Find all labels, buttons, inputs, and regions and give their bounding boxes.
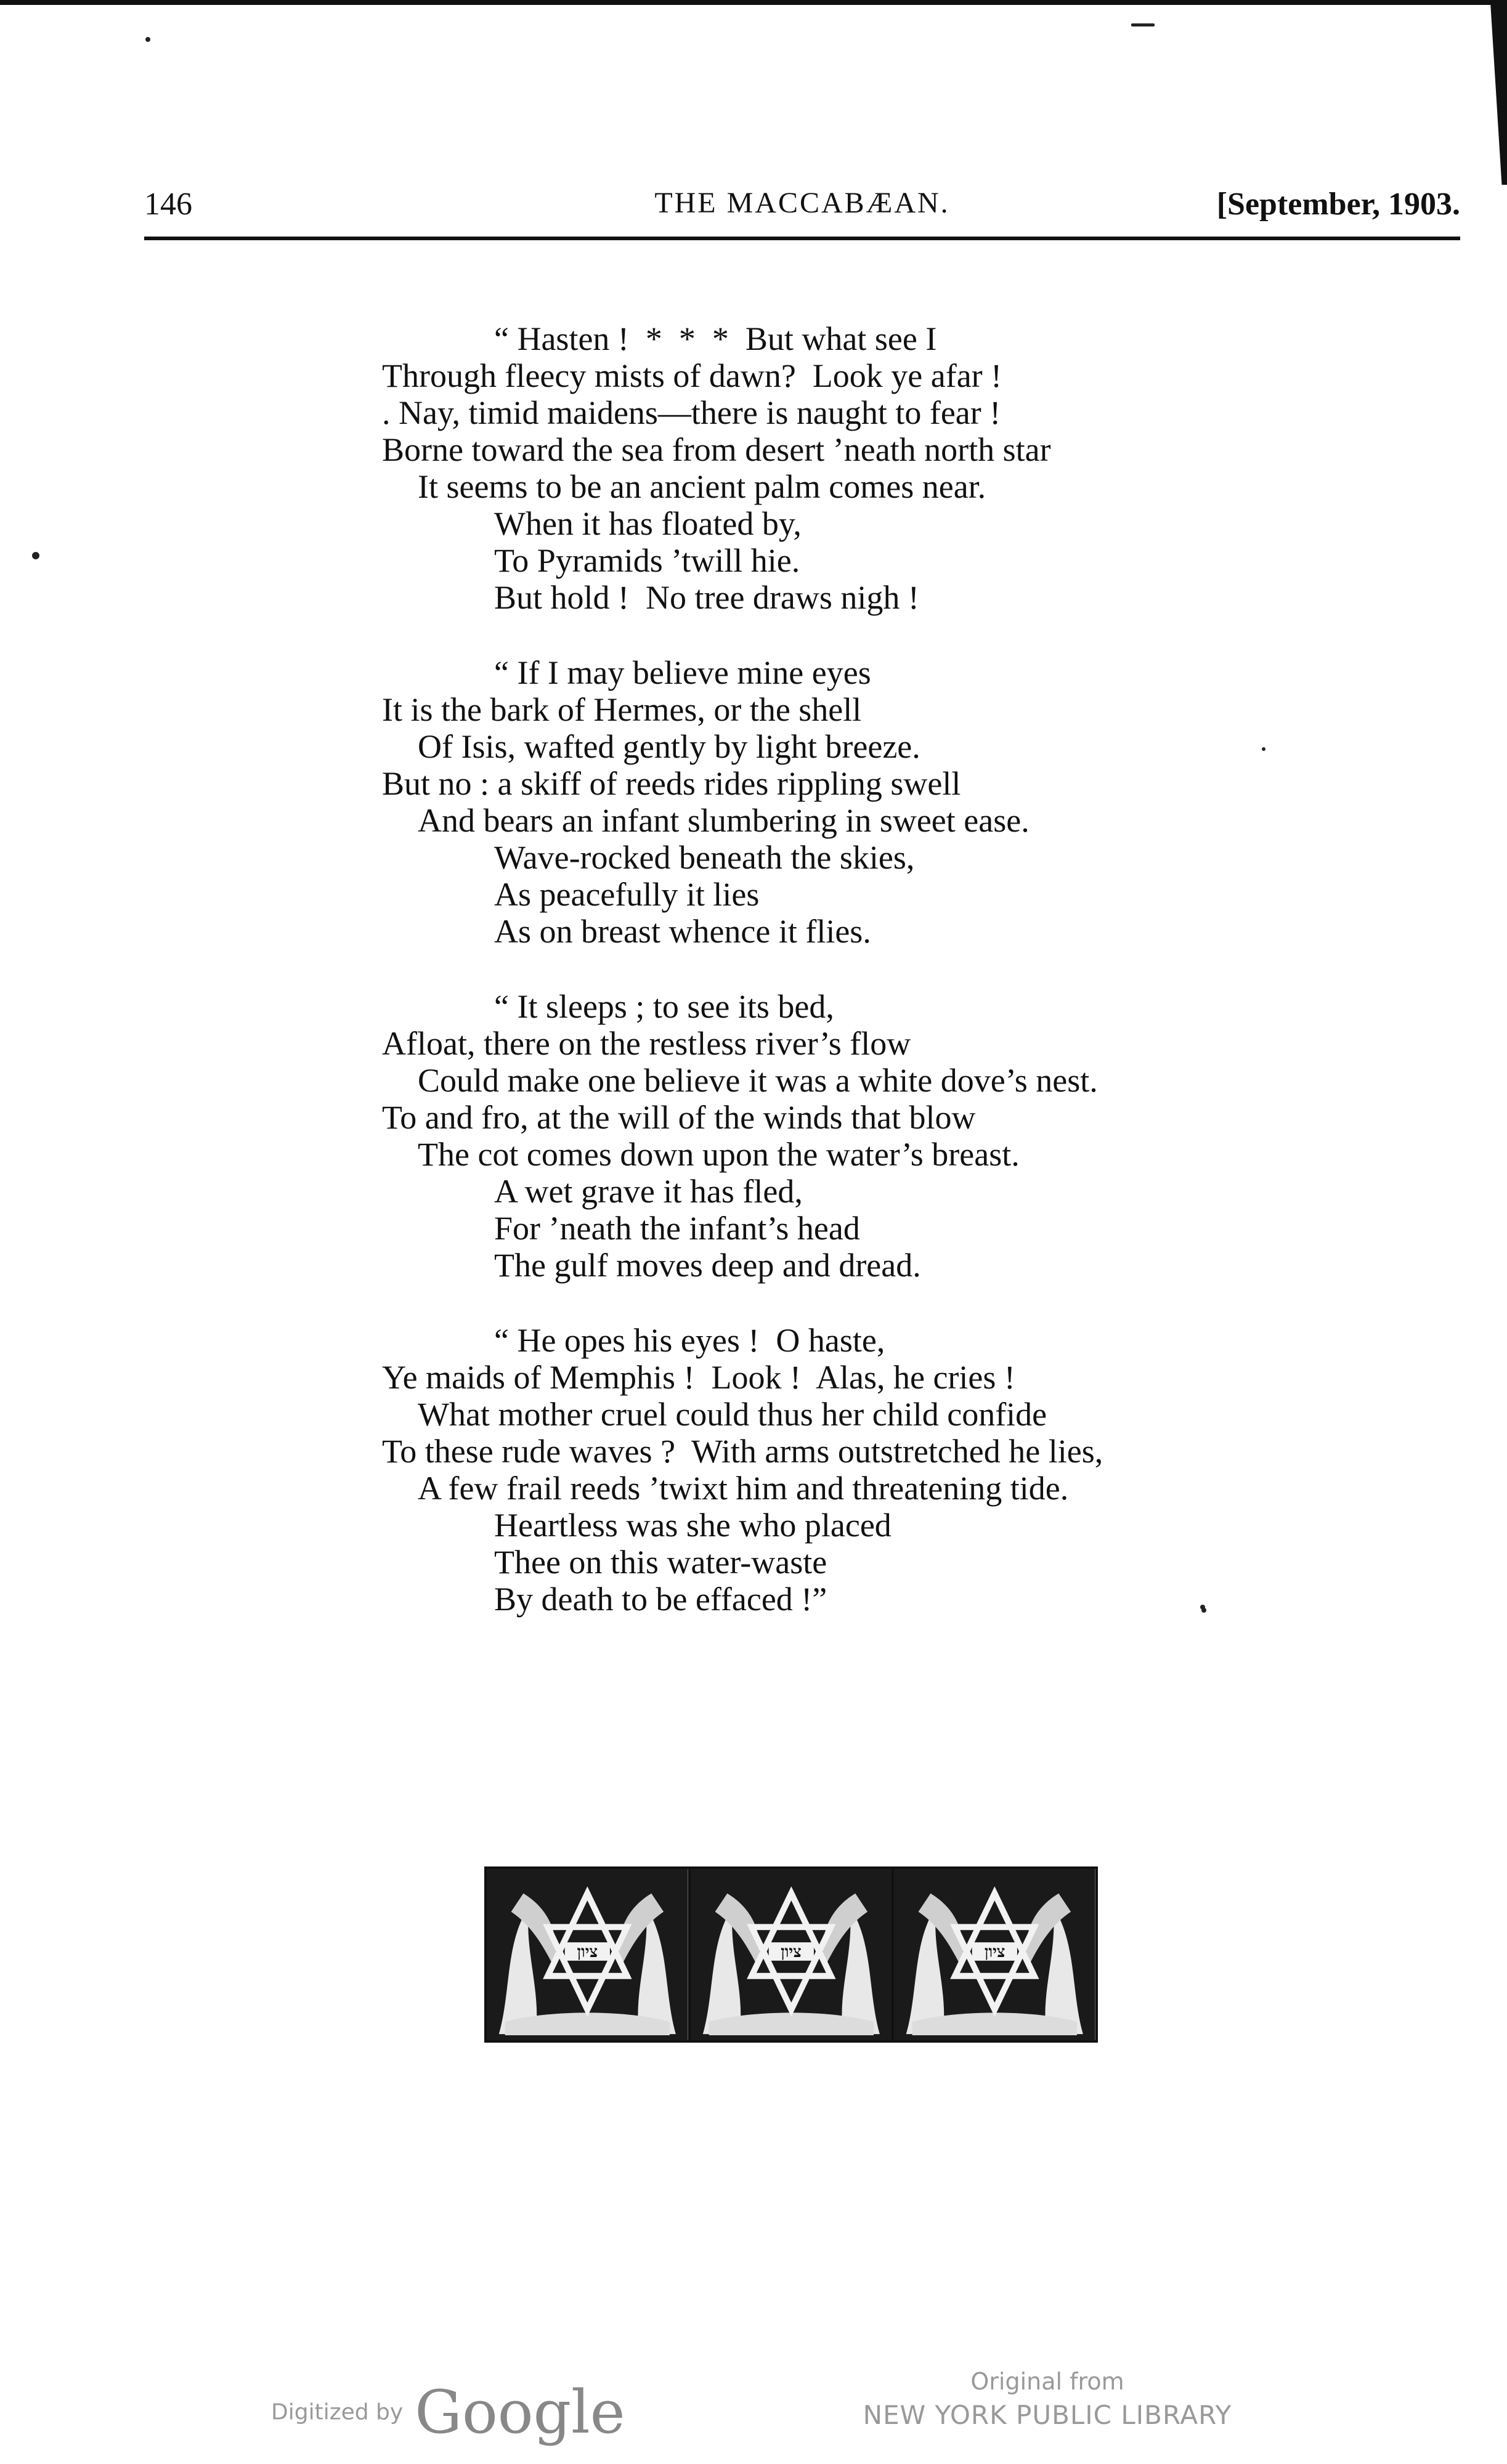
poem-line: To and fro, at the will of the winds that blow [382, 1099, 976, 1136]
ornament-tile [688, 1869, 892, 2040]
stanza [382, 320, 1306, 616]
poem [382, 320, 1306, 1656]
poem-line: Borne toward the sea from desert ’neath north star [382, 431, 1051, 468]
poem-line: For ’neath the infant’s head [494, 1210, 860, 1247]
poem-line: And bears an infant slumbering in sweet ease. [418, 802, 1030, 839]
poem-line: Heartless was she who placed [494, 1507, 892, 1544]
google-logo: Google [415, 2378, 625, 2447]
original-from-label: Original from [970, 2368, 1124, 2395]
poem-line: It is the bark of Hermes, or the shell [382, 691, 862, 728]
poem-line: Wave-rocked beneath the skies, [494, 839, 915, 876]
journal-title: THE MACCABÆAN. [654, 187, 950, 219]
ornament-inscription: ציון [781, 1943, 802, 1961]
scan-speck [1262, 747, 1265, 751]
issue-date: [September, 1903. [1216, 187, 1460, 222]
source-library [801, 2368, 1294, 2430]
stanza [382, 1322, 1306, 1618]
ornament-inscription: ציון [984, 1943, 1005, 1961]
ornament-inscription: ציון [577, 1943, 598, 1961]
poem-line: A few frail reeds ’twixt him and threatening tide. [418, 1470, 1069, 1507]
library-name: NEW YORK PUBLIC LIBRARY [863, 2400, 1232, 2430]
scan-speck [1200, 1605, 1205, 1610]
running-header [144, 180, 1460, 235]
ornament-tile [892, 1869, 1095, 2040]
poem-line: Afloat, there on the restless river’s flow [382, 1025, 911, 1062]
digitized-label: Digitized by [271, 2399, 404, 2425]
stanza [382, 654, 1306, 950]
digitized-by-google [271, 2378, 625, 2447]
scan-speck [1131, 23, 1155, 26]
poem-line: When it has floated by, [494, 505, 802, 542]
poem-line: “ Hasten ! * * * But what see I [494, 320, 937, 357]
scan-speck [145, 37, 150, 42]
poem-line: A wet grave it has fled, [494, 1173, 803, 1210]
poem-line: “ If I may believe mine eyes [494, 654, 871, 691]
scan-speck [32, 552, 39, 559]
poem-line: The gulf moves deep and dread. [494, 1247, 921, 1284]
poem-line: To these rude waves ? With arms outstretched he lies, [382, 1433, 1103, 1470]
poem-line: Of Isis, wafted gently by light breeze. [418, 728, 920, 765]
page-number: 146 [144, 187, 192, 222]
scan-edge-right [1486, 0, 1507, 185]
ornament-tile [487, 1869, 688, 2040]
scan-edge-top [0, 0, 1507, 5]
poem-line: As peacefully it lies [494, 876, 760, 913]
poem-line: But hold ! No tree draws nigh ! [494, 579, 919, 616]
poem-line: It seems to be an ancient palm comes near. [418, 468, 986, 505]
poem-line: To Pyramids ’twill hie. [494, 542, 800, 579]
decorative-ornament [484, 1866, 1098, 2043]
poem-line: Ye maids of Memphis ! Look ! Alas, he cries ! [382, 1359, 1015, 1396]
poem-line: As on breast whence it flies. [494, 913, 871, 950]
poem-line: By death to be effaced !” [494, 1581, 827, 1618]
poem-line: Through fleecy mists of dawn? Look ye afar ! [382, 357, 1002, 394]
poem-line: Could make one believe it was a white dove’s nest. [418, 1062, 1098, 1099]
poem-line: “ It sleeps ; to see its bed, [494, 988, 834, 1025]
poem-line: But no : a skiff of reeds rides rippling swell [382, 765, 961, 802]
poem-line: . Nay, timid maidens—there is naught to fear ! [382, 394, 1001, 431]
poem-line: What mother cruel could thus her child confide [418, 1396, 1047, 1433]
poem-line: “ He opes his eyes ! O haste, [494, 1322, 885, 1359]
stanza [382, 988, 1306, 1284]
poem-line: Thee on this water-waste [494, 1544, 827, 1581]
poem-line: The cot comes down upon the water’s breast. [418, 1136, 1020, 1173]
header-rule [144, 237, 1460, 240]
